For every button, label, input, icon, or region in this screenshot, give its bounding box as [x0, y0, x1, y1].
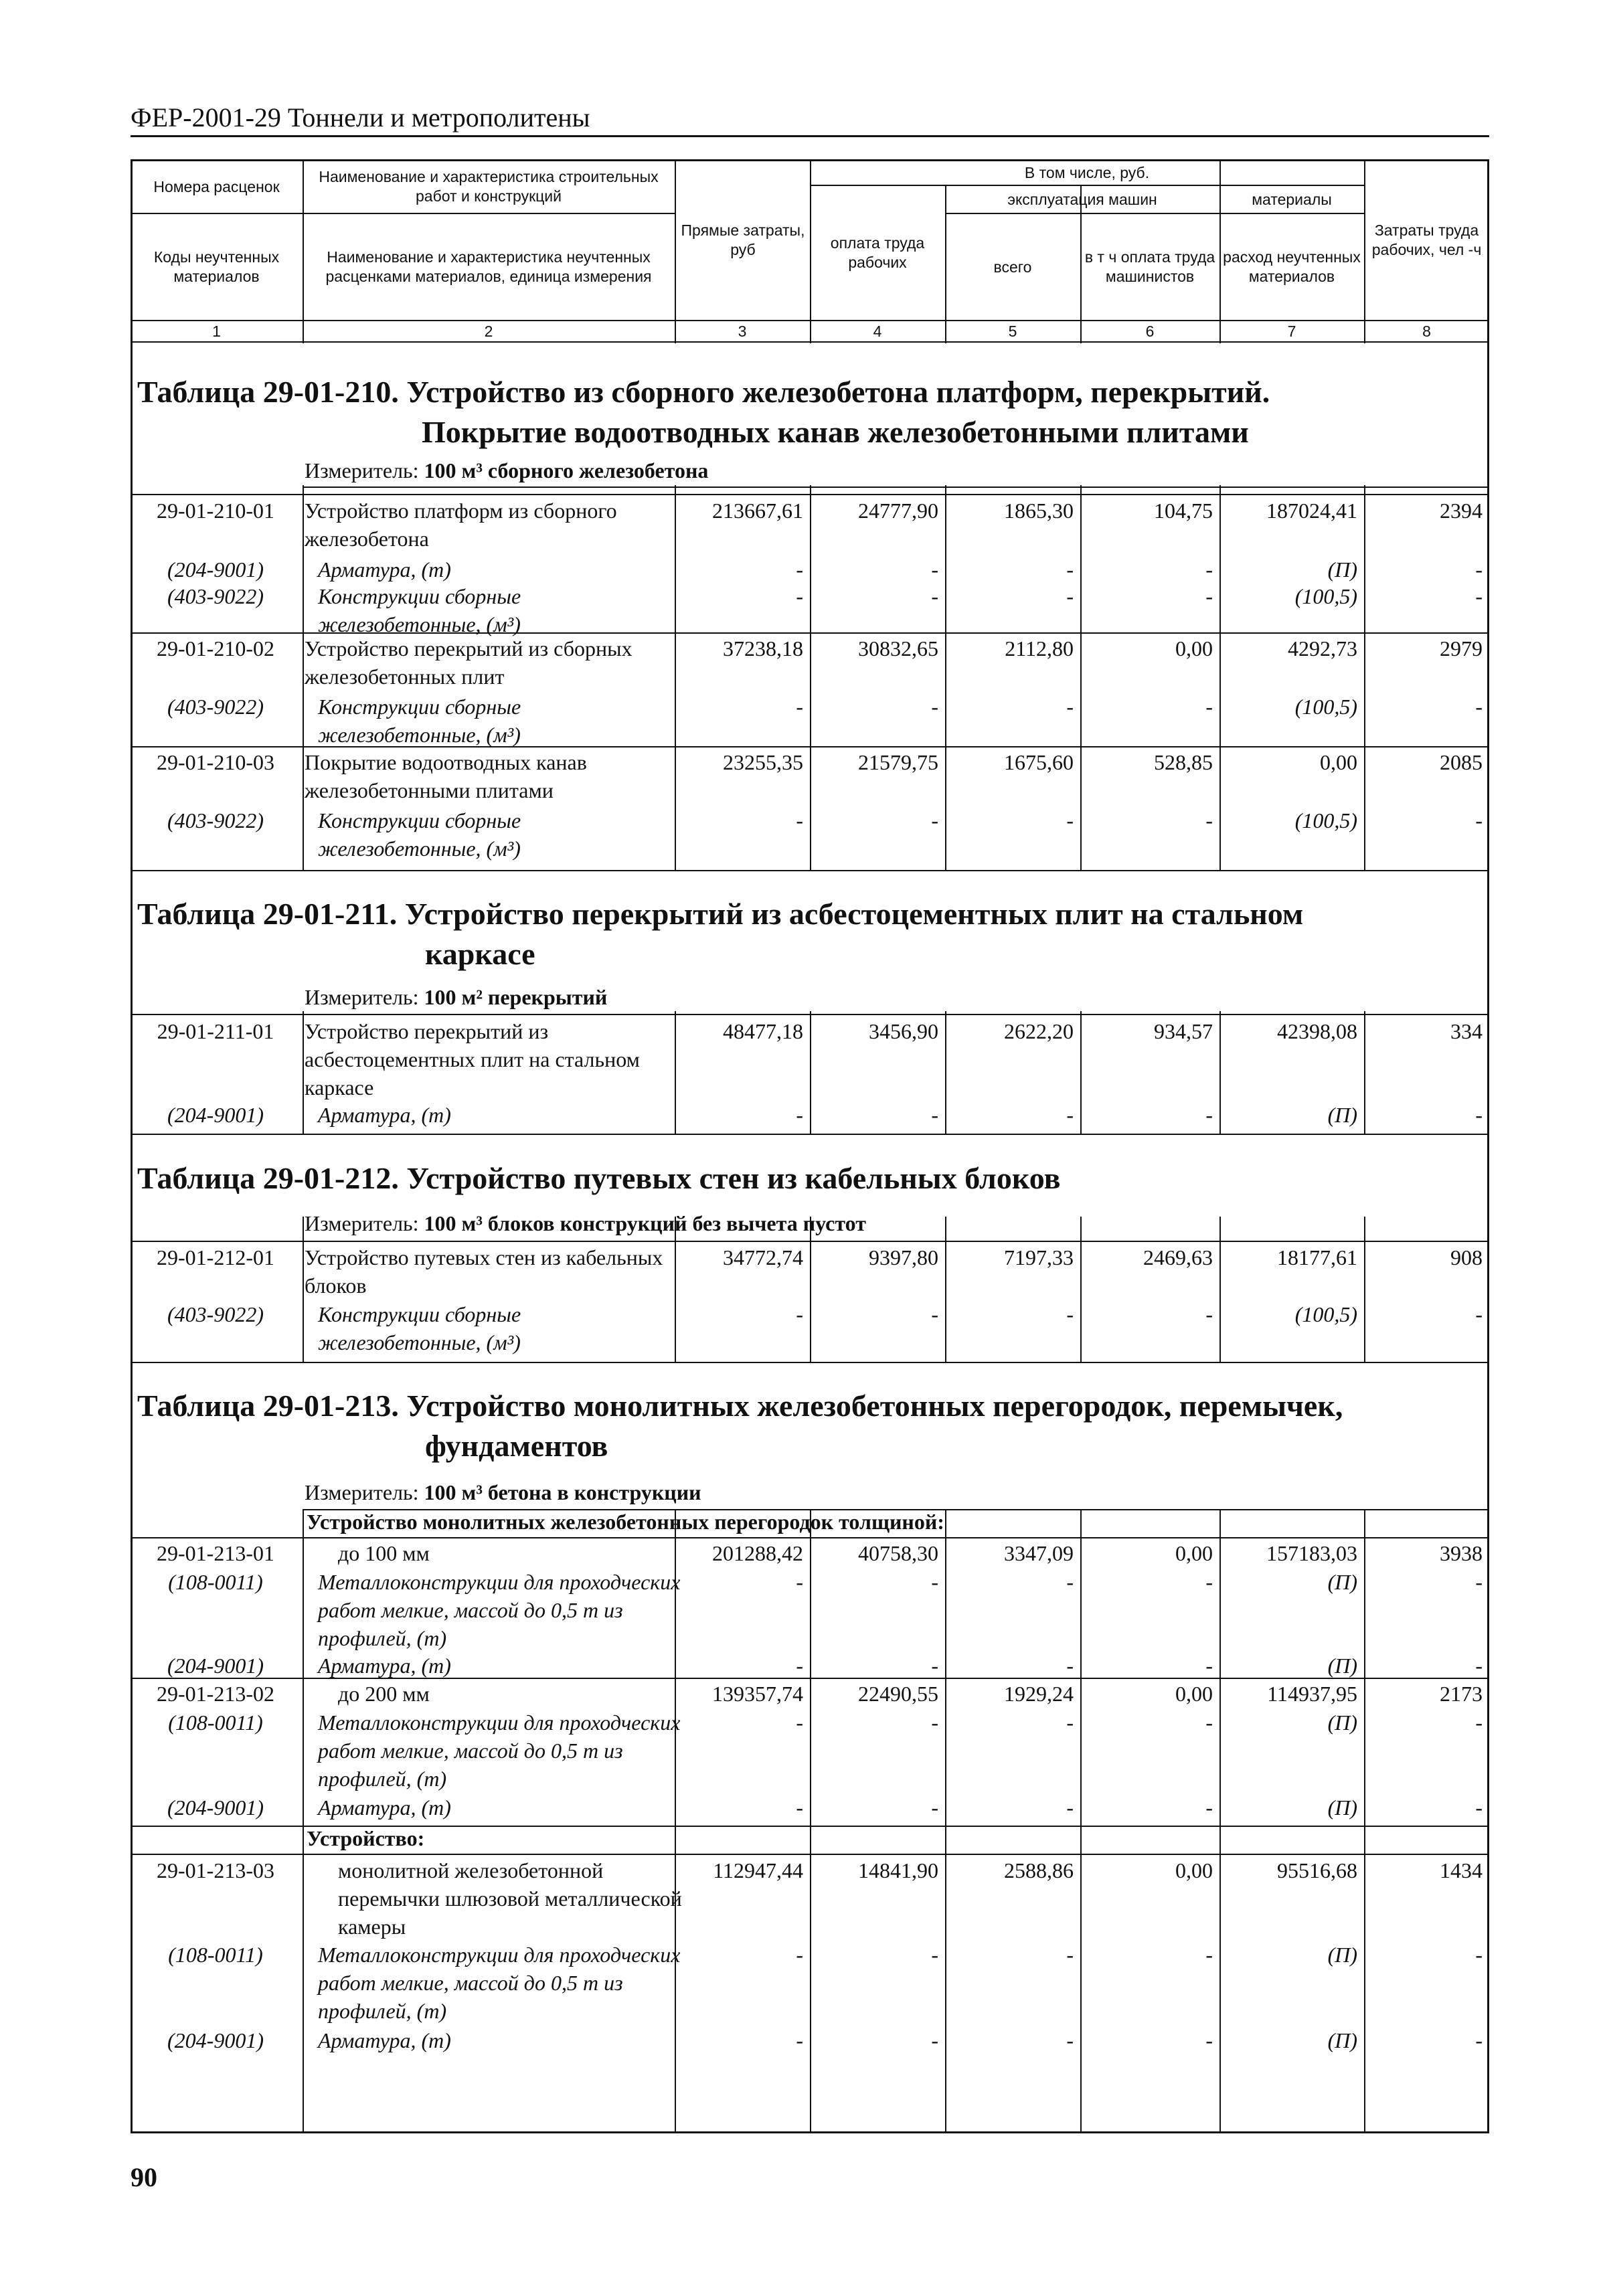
row-value: -: [796, 1795, 803, 1820]
col-3-header: Прямые затраты, руб: [681, 222, 805, 258]
document-header: ФЕР-2001-29 Тоннели и метрополитены: [131, 102, 590, 133]
row-value: 3938: [1440, 1541, 1483, 1565]
row-value: -: [1475, 1710, 1483, 1735]
row-value: 22490,55: [858, 1682, 938, 1706]
col-2-subheader: Наименование и характеристика неучтенных расценками материалов, единица измерения: [325, 248, 652, 285]
row-value: -: [931, 1795, 938, 1820]
row-value: 114937,95: [1267, 1682, 1357, 1706]
row-value: 40758,30: [858, 1541, 938, 1565]
row-name: Устройство платформ из сборного железобетона: [305, 499, 617, 551]
row-value: 201288,42: [712, 1541, 803, 1565]
row-value: -: [931, 1302, 938, 1326]
row-value: (100,5): [1294, 808, 1357, 832]
row-value: (П): [1327, 2028, 1357, 2052]
row-value: (100,5): [1294, 584, 1357, 608]
row-value: 0,00: [1320, 750, 1357, 774]
row-value: 0,00: [1175, 1541, 1213, 1565]
row-name: Конструкции сборные железобетонные, (м³): [318, 808, 521, 861]
row-name: Арматура, (т): [318, 557, 451, 582]
col-6-header: в т ч оплата труда машинистов: [1084, 248, 1215, 285]
header-line-nums: [131, 341, 1489, 343]
table-unit: Измеритель: 100 м³ блоков конструкций без вычета пустот: [305, 1211, 866, 1235]
row-value: (100,5): [1294, 1302, 1357, 1326]
row-value: -: [1066, 1795, 1074, 1820]
row-value: -: [1205, 1654, 1213, 1678]
row-code: (108-0011): [168, 1710, 263, 1735]
row-code: (403-9022): [167, 808, 264, 832]
row-value: 2588,86: [1004, 1858, 1074, 1882]
row-value: 95516,68: [1277, 1858, 1357, 1882]
col-1-subheader: Коды неучтенных материалов: [153, 248, 280, 285]
row-code: 29-01-210-01: [157, 499, 274, 523]
row-code: (204-9001): [167, 1795, 264, 1820]
row-value: 213667,61: [712, 499, 803, 523]
row-value: 24777,90: [858, 499, 938, 523]
col-8-header: Затраты труда рабочих, чел -ч: [1371, 222, 1482, 258]
row-value: (П): [1327, 1654, 1357, 1678]
row-value: (П): [1327, 1943, 1357, 1967]
row-value: -: [931, 1943, 938, 1967]
row-value: -: [796, 1570, 803, 1594]
row-value: -: [1205, 584, 1213, 608]
row-name: Металлоконструкции для проходческих работ мелкие, массой до 0,5 т из профилей, (т): [318, 1943, 681, 2023]
row-value: -: [931, 695, 938, 719]
row-value: -: [1205, 808, 1213, 832]
row-value: 187024,41: [1266, 499, 1357, 523]
row-code: 29-01-213-02: [157, 1682, 274, 1706]
table-unit: Измеритель: 100 м² перекрытий: [305, 985, 608, 1009]
row-value: -: [796, 1654, 803, 1678]
row-value: -: [1475, 1654, 1483, 1678]
col-num: 1: [212, 322, 221, 340]
row-name: Покрытие водоотводных канав железобетонными плитами: [305, 750, 587, 802]
row-value: -: [1205, 2028, 1213, 2052]
row-value: -: [1475, 1570, 1483, 1594]
row-value: 157183,03: [1266, 1541, 1357, 1565]
row-value: 0,00: [1175, 1858, 1213, 1882]
table-title: каркасе: [425, 937, 535, 971]
row-value: 3456,90: [869, 1019, 938, 1043]
row-value: -: [796, 2028, 803, 2052]
col-num: 7: [1287, 322, 1296, 340]
row-name: Арматура, (т): [318, 2028, 451, 2052]
row-value: -: [1205, 1103, 1213, 1127]
row-name: Устройство перекрытий из асбестоцементных плит на стальном каркасе: [305, 1019, 640, 1099]
row-value: 934,57: [1154, 1019, 1213, 1043]
col-num: 2: [484, 322, 493, 340]
row-value: -: [796, 584, 803, 608]
row-value: 1434: [1440, 1858, 1483, 1882]
col-num: 8: [1422, 322, 1431, 340]
row-value: -: [931, 1103, 938, 1127]
row-value: -: [1205, 1570, 1213, 1594]
row-value: 104,75: [1154, 499, 1213, 523]
row-value: (100,5): [1294, 695, 1357, 719]
row-value: 334: [1450, 1019, 1483, 1043]
row-value: 9397,80: [869, 1245, 938, 1269]
row-value: -: [1066, 1654, 1074, 1678]
row-code: (108-0011): [168, 1570, 263, 1594]
row-value: 2469,63: [1143, 1245, 1213, 1269]
row-value: -: [1066, 695, 1074, 719]
machines-header: эксплуатация машин: [1007, 190, 1157, 208]
row-value: 1865,30: [1004, 499, 1074, 523]
row-value: -: [1066, 808, 1074, 832]
row-name: Арматура, (т): [318, 1795, 451, 1820]
row-value: -: [1205, 1943, 1213, 1967]
row-value: 2173: [1440, 1682, 1483, 1706]
row-value: -: [1205, 1710, 1213, 1735]
incl-header: В том числе, руб.: [1024, 163, 1150, 181]
row-code: (108-0011): [168, 1943, 263, 1967]
row-code: 29-01-212-01: [157, 1245, 274, 1269]
col-7-header: расход неучтенных материалов: [1223, 248, 1361, 285]
row-name: Устройство перекрытий из сборных железобетонных плит: [305, 636, 632, 689]
row-code: 29-01-213-03: [157, 1858, 274, 1882]
row-name: Конструкции сборные железобетонные, (м³): [318, 1302, 521, 1354]
row-value: -: [796, 1302, 803, 1326]
row-value: (П): [1327, 557, 1357, 582]
row-value: -: [796, 1103, 803, 1127]
row-value: -: [1475, 1103, 1483, 1127]
row-value: 37238,18: [723, 636, 803, 660]
row-code: 29-01-210-03: [157, 750, 274, 774]
row-value: (П): [1327, 1103, 1357, 1127]
row-name: Арматура, (т): [318, 1103, 451, 1127]
table-unit: Измеритель: 100 м³ бетона в конструкции: [305, 1480, 701, 1504]
col-num: 3: [738, 322, 747, 340]
row-value: 528,85: [1154, 750, 1213, 774]
col-4-header: оплата труда рабочих: [830, 234, 925, 271]
row-value: 42398,08: [1277, 1019, 1357, 1043]
row-value: 0,00: [1175, 636, 1213, 660]
row-value: -: [1475, 1302, 1483, 1326]
row-name: Металлоконструкции для проходческих работ мелкие, массой до 0,5 т из профилей, (т): [318, 1570, 681, 1650]
col-num: 6: [1145, 322, 1155, 340]
row-code: 29-01-210-02: [157, 636, 274, 660]
table-title: Таблица 29-01-213. Устройство монолитных железобетонных перегородок, перемычек,: [137, 1389, 1343, 1423]
col-num: 5: [1008, 322, 1017, 340]
row-value: -: [1205, 557, 1213, 582]
row-value: -: [931, 808, 938, 832]
row-code: (204-9001): [167, 2028, 264, 2052]
row-value: -: [1066, 1943, 1074, 1967]
header-rule: [131, 135, 1489, 137]
row-value: -: [1205, 1795, 1213, 1820]
row-code: (204-9001): [167, 557, 264, 582]
row-value: 139357,74: [712, 1682, 803, 1706]
row-value: 1929,24: [1004, 1682, 1074, 1706]
table-unit: Измеритель: 100 м³ сборного железобетона: [305, 458, 709, 482]
row-code: (204-9001): [167, 1103, 264, 1127]
row-value: 30832,65: [858, 636, 938, 660]
row-name: Устройство путевых стен из кабельных блоков: [305, 1245, 663, 1298]
row-value: -: [1066, 2028, 1074, 2052]
row-value: -: [1066, 557, 1074, 582]
row-value: 3347,09: [1004, 1541, 1074, 1565]
row-name: монолитной железобетонной перемычки шлюзовой металлической камеры: [338, 1858, 682, 1939]
table-title: Таблица 29-01-212. Устройство путевых стен из кабельных блоков: [137, 1161, 1061, 1195]
row-value: 2394: [1440, 499, 1483, 523]
row-name: Конструкции сборные железобетонные, (м³): [318, 695, 521, 747]
row-value: 34772,74: [723, 1245, 803, 1269]
row-value: -: [1475, 1943, 1483, 1967]
row-value: -: [1475, 1795, 1483, 1820]
row-name: Конструкции сборные железобетонные, (м³): [318, 584, 521, 636]
row-value: 0,00: [1175, 1682, 1213, 1706]
row-value: -: [1475, 2028, 1483, 2052]
row-name: до 100 мм: [338, 1541, 430, 1565]
row-value: 908: [1450, 1245, 1483, 1269]
row-value: -: [1475, 695, 1483, 719]
table-title: фундаментов: [425, 1429, 608, 1463]
row-value: 48477,18: [723, 1019, 803, 1043]
row-value: -: [796, 1710, 803, 1735]
row-value: -: [931, 1654, 938, 1678]
row-value: 14841,90: [858, 1858, 938, 1882]
col-num: 4: [873, 322, 882, 340]
row-value: -: [796, 557, 803, 582]
row-value: 112947,44: [713, 1858, 803, 1882]
table-separator: [131, 1362, 1489, 1363]
table-title: Покрытие водоотводных канав железобетонными плитами: [422, 415, 1249, 449]
row-value: -: [1205, 1302, 1213, 1326]
row-value: -: [1205, 695, 1213, 719]
row-value: (П): [1327, 1795, 1357, 1820]
materials-header: материалы: [1252, 190, 1332, 208]
table-separator: [131, 1134, 1489, 1135]
row-value: -: [931, 1710, 938, 1735]
row-value: 1675,60: [1004, 750, 1074, 774]
page-number: 90: [131, 2162, 157, 2192]
row-value: 18177,61: [1277, 1245, 1357, 1269]
row-value: 2979: [1440, 636, 1483, 660]
row-value: -: [931, 584, 938, 608]
row-value: 2112,80: [1005, 636, 1074, 660]
row-value: -: [1066, 584, 1074, 608]
row-value: -: [1066, 1570, 1074, 1594]
row-value: -: [796, 808, 803, 832]
row-code: (403-9022): [167, 695, 264, 719]
row-value: 21579,75: [858, 750, 938, 774]
row-name: Арматура, (т): [318, 1654, 451, 1678]
row-value: -: [1066, 1302, 1074, 1326]
row-value: (П): [1327, 1570, 1357, 1594]
row-value: 23255,35: [723, 750, 803, 774]
section-heading: Устройство:: [307, 1826, 425, 1850]
row-value: 2622,20: [1004, 1019, 1074, 1043]
row-value: 4292,73: [1288, 636, 1357, 660]
row-value: -: [931, 1570, 938, 1594]
col-1-header: Номера расценок: [153, 177, 280, 195]
row-value: 2085: [1440, 750, 1483, 774]
row-value: -: [931, 2028, 938, 2052]
row-name: Металлоконструкции для проходческих работ мелкие, массой до 0,5 т из профилей, (т): [318, 1710, 681, 1791]
row-code: (403-9022): [167, 1302, 264, 1326]
row-value: -: [1066, 1103, 1074, 1127]
row-value: -: [1066, 1710, 1074, 1735]
row-value: -: [1475, 557, 1483, 582]
row-code: (204-9001): [167, 1654, 264, 1678]
col-2-header: Наименование и характеристика строительных работ и конструкций: [319, 168, 659, 205]
col-5-header: всего: [993, 258, 1032, 276]
row-value: 7197,33: [1004, 1245, 1074, 1269]
table-title: Таблица 29-01-211. Устройство перекрытий из асбестоцементных плит на стальном: [137, 897, 1304, 931]
section-heading: Устройство монолитных железобетонных перегородок толщиной:: [307, 1510, 944, 1534]
row-code: 29-01-211-01: [157, 1019, 274, 1043]
row-value: (П): [1327, 1710, 1357, 1735]
row-value: -: [931, 557, 938, 582]
row-code: 29-01-213-01: [157, 1541, 274, 1565]
row-value: -: [1475, 584, 1483, 608]
row-value: -: [1475, 808, 1483, 832]
row-value: -: [796, 695, 803, 719]
table-separator: [131, 870, 1489, 871]
row-name: до 200 мм: [338, 1682, 430, 1706]
table-title: Таблица 29-01-210. Устройство из сборного железобетона платформ, перекрытий.: [137, 375, 1270, 409]
row-value: -: [796, 1943, 803, 1967]
row-code: (403-9022): [167, 584, 264, 608]
